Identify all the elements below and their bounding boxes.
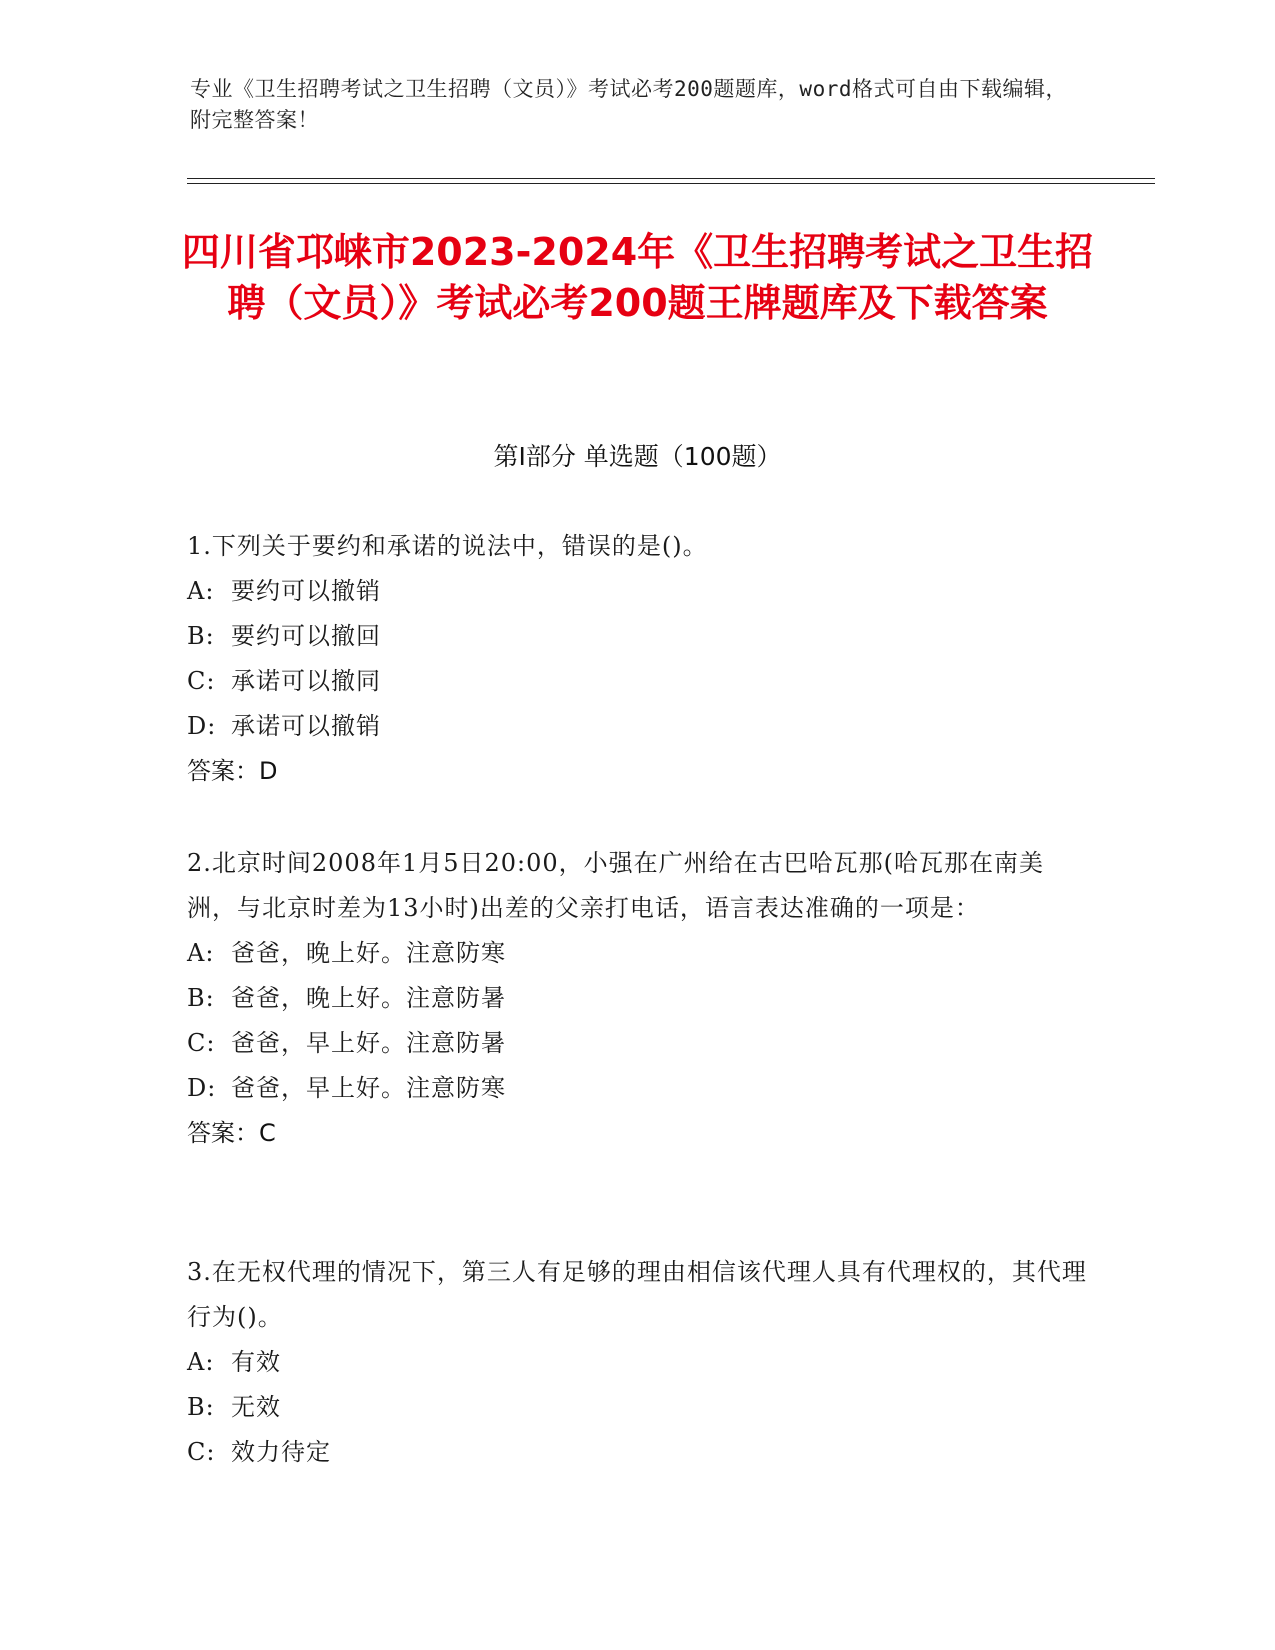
option-label: B: — [187, 622, 215, 650]
question-stem: 3.在无权代理的情况下，第三人有足够的理由相信该代理人具有代理权的，其代理行为()。 — [187, 1258, 1087, 1331]
option-text: 爸爸，早上好。注意防寒 — [231, 1074, 506, 1102]
option-label: C: — [187, 667, 216, 695]
option-c — [187, 1430, 1087, 1475]
option-label: B: — [187, 984, 215, 1012]
option-label: A: — [187, 939, 215, 967]
option-text: 要约可以撤回 — [231, 622, 381, 650]
option-b — [187, 614, 1087, 659]
option-text: 承诺可以撤销 — [231, 712, 381, 740]
option-label: D: — [187, 712, 217, 740]
option-b — [187, 1385, 1087, 1430]
option-a — [187, 1340, 1087, 1385]
question-stem: 2.北京时间2008年1月5日20:00，小强在广州给在古巴哈瓦那(哈瓦那在南美洲，与北京时差为13小时)出差的父亲打电话，语言表达准确的一项是： — [187, 849, 1045, 922]
option-c — [187, 659, 1087, 704]
header-note: 专业《卫生招聘考试之卫生招聘（文员）》考试必考200题题库，word格式可自由下载编辑，附完整答案！ — [190, 77, 1067, 132]
option-a — [187, 569, 1087, 614]
option-text: 效力待定 — [231, 1438, 331, 1466]
answer-line: 答案：C — [187, 1119, 276, 1147]
question-stem: 1.下列关于要约和承诺的说法中，错误的是()。 — [187, 532, 708, 560]
document-title: 四川省邛崃市2023-2024年《卫生招聘考试之卫生招聘（文员）》考试必考200题王牌题库及下载答案 — [181, 230, 1094, 325]
option-text: 无效 — [231, 1393, 281, 1421]
option-label: C: — [187, 1438, 216, 1466]
option-label: D: — [187, 1074, 217, 1102]
option-text: 爸爸，早上好。注意防暑 — [231, 1029, 506, 1057]
option-label: A: — [187, 1348, 215, 1376]
option-c — [187, 1021, 1087, 1066]
option-text: 爸爸，晚上好。注意防寒 — [231, 939, 506, 967]
option-label: B: — [187, 1393, 215, 1421]
header-divider-bottom — [187, 183, 1155, 184]
option-text: 要约可以撤销 — [231, 577, 381, 605]
header-divider-top — [187, 178, 1155, 179]
option-text: 有效 — [231, 1348, 281, 1376]
option-text: 承诺可以撤同 — [231, 667, 381, 695]
question-1 — [187, 524, 1087, 794]
answer-line: 答案：D — [187, 757, 278, 785]
question-2 — [187, 841, 1087, 1156]
option-d — [187, 704, 1087, 749]
option-label: C: — [187, 1029, 216, 1057]
option-label: A: — [187, 577, 215, 605]
option-a — [187, 931, 1087, 976]
section-title: 第Ⅰ部分 单选题（100题） — [493, 442, 782, 471]
question-3 — [187, 1250, 1087, 1475]
option-text: 爸爸，晚上好。注意防暑 — [231, 984, 506, 1012]
option-b — [187, 976, 1087, 1021]
option-d — [187, 1066, 1087, 1111]
